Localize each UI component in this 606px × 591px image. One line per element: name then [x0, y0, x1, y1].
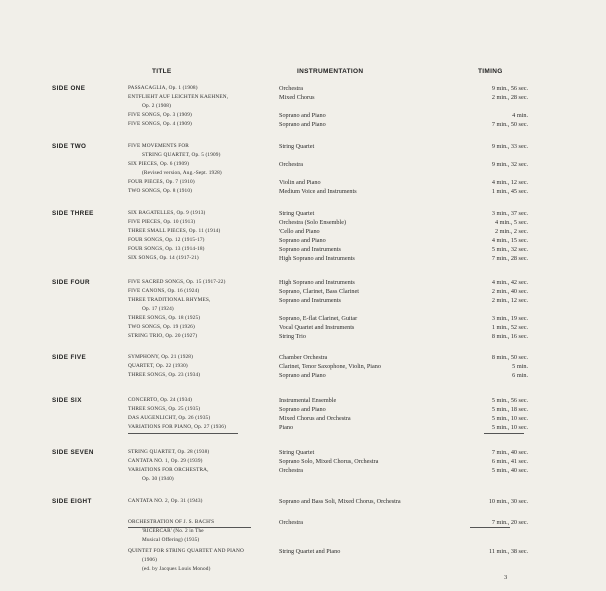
entry-row	[0, 457, 606, 466]
entry-title: FIVE SONGS, Op. 3 (1909)	[128, 112, 192, 118]
entry-title: ORCHESTRATION OF J. S. BACH'S	[128, 519, 215, 525]
entry-title: FOUR PIECES, Op. 7 (1910)	[128, 179, 195, 185]
entry-title: DAS AUGENLICHT, Op. 26 (1935)	[128, 415, 211, 421]
entry-continuation	[0, 102, 606, 111]
entry-row	[0, 218, 606, 227]
entry-instrumentation: Instrumental Ensemble	[279, 397, 337, 404]
entry-row	[0, 187, 606, 196]
entry-row	[0, 245, 606, 254]
entry-row	[0, 497, 606, 506]
entry-timing: 4 min., 5 sec.	[495, 219, 528, 226]
entry-title: SIX PIECES, Op. 6 (1909)	[128, 161, 189, 167]
entry-instrumentation: Soprano, E-flat Clarinet, Guitar	[279, 315, 358, 322]
entry-row	[0, 396, 606, 405]
entry-timing: 5 min., 18 sec.	[491, 406, 528, 413]
entry-instrumentation: Vocal Quartet and Instruments	[279, 324, 355, 331]
entry-instrumentation: Soprano, Clarinet, Bass Clarinet	[279, 288, 359, 295]
entry-row	[0, 254, 606, 263]
entry-title: THREE SONGS, Op. 18 (1925)	[128, 315, 201, 321]
entry-instrumentation: String Quartet and Piano	[279, 548, 341, 555]
entry-instrumentation: 'Cello and Piano	[279, 228, 320, 235]
entry-timing: 5 min., 40 sec.	[491, 467, 528, 474]
entry-continuation	[0, 527, 606, 536]
entry-timing: 2 min., 40 sec.	[491, 288, 528, 295]
entry-row	[0, 448, 606, 457]
entry-instrumentation: Violin and Piano	[279, 179, 321, 186]
entry-timing: 7 min., 40 sec.	[491, 449, 528, 456]
entry-row	[0, 332, 606, 341]
entry-title: Op. 30 (1940)	[142, 476, 174, 482]
entry-row	[0, 405, 606, 414]
entry-instrumentation: Mixed Chorus	[279, 94, 315, 101]
entry-title: VARIATIONS FOR ORCHESTRA,	[128, 467, 209, 473]
entry-title: FIVE PIECES, Op. 10 (1913)	[128, 219, 196, 225]
pen-underline	[128, 527, 251, 528]
entry-timing: 9 min., 32 sec.	[491, 161, 528, 168]
entry-timing: 7 min., 20 sec.	[491, 519, 528, 526]
entry-continuation	[0, 475, 606, 484]
entry-timing: 3 min., 37 sec.	[491, 210, 528, 217]
entry-title: THREE SONGS, Op. 23 (1934)	[128, 372, 201, 378]
entry-continuation	[0, 556, 606, 565]
entry-row	[0, 160, 606, 169]
entry-instrumentation: High Soprano and Instruments	[279, 255, 355, 262]
side-label: SIDE FIVE	[52, 354, 87, 361]
pen-underline	[128, 433, 238, 434]
entry-row	[0, 84, 606, 93]
entry-instrumentation: Orchestra	[279, 161, 304, 168]
entry-instrumentation: Soprano and Instruments	[279, 297, 341, 304]
entry-title: THREE TRADITIONAL RHYMES,	[128, 297, 211, 303]
entry-row	[0, 93, 606, 102]
entry-row	[0, 227, 606, 236]
entry-row	[0, 287, 606, 296]
side-label: SIDE EIGHT	[52, 498, 92, 505]
entry-title: FIVE CANONS, Op. 16 (1924)	[128, 288, 200, 294]
side-label: SIDE TWO	[52, 143, 87, 150]
entry-title: (Revised version, Aug.-Sept. 1928)	[142, 170, 222, 176]
entry-timing: 8 min., 16 sec.	[491, 333, 528, 340]
entry-title: STRING TRIO, Op. 20 (1927)	[128, 333, 198, 339]
entry-timing: 5 min., 56 sec.	[491, 397, 528, 404]
entry-continuation	[0, 169, 606, 178]
entry-title: 'RICERCAR' (No. 2 in The	[142, 528, 204, 534]
entry-title: THREE SONGS, Op. 25 (1935)	[128, 406, 201, 412]
entry-timing: 5 min., 10 sec.	[491, 415, 528, 422]
side-label: SIDE SIX	[52, 397, 82, 404]
entry-instrumentation: Soprano and Piano	[279, 237, 326, 244]
entry-instrumentation: Medium Voice and Instruments	[279, 188, 357, 195]
entry-instrumentation: Piano	[279, 424, 294, 431]
entry-instrumentation: Soprano and Piano	[279, 372, 326, 379]
entry-row	[0, 278, 606, 287]
entry-row	[0, 414, 606, 423]
entry-continuation	[0, 565, 606, 574]
entry-title: ENTFLIEHT AUF LEICHTEN KAEHNEN,	[128, 94, 229, 100]
entry-row	[0, 353, 606, 362]
entry-instrumentation: Orchestra	[279, 519, 304, 526]
entry-instrumentation: Chamber Orchestra	[279, 354, 328, 361]
header-instrumentation: INSTRUMENTATION	[297, 68, 364, 75]
entry-row	[0, 142, 606, 151]
entry-timing: 1 min., 45 sec.	[491, 188, 528, 195]
entry-timing: 8 min., 50 sec.	[491, 354, 528, 361]
entry-timing: 6 min.	[512, 372, 528, 379]
entry-title: THREE SMALL PIECES, Op. 11 (1914)	[128, 228, 221, 234]
entry-instrumentation: Clarinet, Tenor Saxophone, Violin, Piano	[279, 363, 381, 370]
entry-instrumentation: Orchestra	[279, 467, 304, 474]
entry-instrumentation: String Quartet	[279, 210, 315, 217]
entry-timing: 3 min., 19 sec.	[491, 315, 528, 322]
entry-instrumentation: Soprano and Piano	[279, 121, 326, 128]
entry-title: FIVE SONGS, Op. 4 (1909)	[128, 121, 192, 127]
entry-title: TWO SONGS, Op. 19 (1926)	[128, 324, 195, 330]
entry-title: SIX BAGATELLES, Op. 9 (1913)	[128, 210, 206, 216]
entry-timing: 7 min., 50 sec.	[491, 121, 528, 128]
entry-row	[0, 236, 606, 245]
entry-title: FOUR SONGS, Op. 12 (1915-17)	[128, 237, 205, 243]
entry-title: Musical Offering) (1935)	[142, 537, 200, 543]
entry-row	[0, 209, 606, 218]
entry-timing: 6 min., 41 sec.	[491, 458, 528, 465]
entry-timing: 11 min., 38 sec.	[489, 548, 528, 555]
entry-row	[0, 518, 606, 527]
pen-underline	[470, 527, 510, 528]
entry-instrumentation: Orchestra	[279, 85, 304, 92]
entry-title: STRING QUARTET, Op. 5 (1909)	[142, 152, 221, 158]
entry-timing: 4 min.	[512, 112, 528, 119]
side-label: SIDE ONE	[52, 85, 86, 92]
entry-timing: 10 min., 30 sec.	[488, 498, 528, 505]
entry-title: FOUR SONGS, Op. 13 (1914-18)	[128, 246, 205, 252]
entry-instrumentation: Orchestra (Solo Ensemble)	[279, 219, 347, 226]
entry-instrumentation: Soprano Solo, Mixed Chorus, Orchestra	[279, 458, 379, 465]
entry-timing: 5 min.	[512, 363, 528, 370]
entry-title: QUARTET, Op. 22 (1930)	[128, 363, 188, 369]
entry-title: PASSACAGLIA, Op. 1 (1908)	[128, 85, 198, 91]
entry-row	[0, 547, 606, 556]
entry-title: (1906)	[142, 557, 158, 563]
entry-title: SIX SONGS, Op. 14 (1917-21)	[128, 255, 199, 261]
entry-instrumentation: String Quartet	[279, 449, 315, 456]
entry-instrumentation: String Quartet	[279, 143, 315, 150]
page-number: 3	[504, 574, 508, 581]
entry-timing: 2 min., 28 sec.	[491, 94, 528, 101]
entry-title: STRING QUARTET, Op. 28 (1938)	[128, 449, 210, 455]
entry-instrumentation: Soprano and Bass Soli, Mixed Chorus, Orchestra	[279, 498, 401, 505]
entry-row	[0, 323, 606, 332]
entry-instrumentation: Soprano and Instruments	[279, 246, 341, 253]
entry-row	[0, 371, 606, 380]
entry-row	[0, 362, 606, 371]
entry-timing: 4 min., 12 sec.	[491, 179, 528, 186]
entry-row	[0, 120, 606, 129]
entry-row	[0, 111, 606, 120]
entry-title: (ed. by Jacques Louis Monod)	[142, 566, 211, 572]
entry-title: QUINTET FOR STRING QUARTET AND PIANO	[128, 548, 244, 554]
entry-timing: 4 min., 42 sec.	[491, 279, 528, 286]
entry-title: CANTATA NO. 2, Op. 31 (1943)	[128, 498, 203, 504]
entry-instrumentation: Soprano and Piano	[279, 406, 326, 413]
entry-title: VARIATIONS FOR PIANO, Op. 27 (1936)	[128, 424, 226, 430]
entry-row	[0, 423, 606, 432]
entry-row	[0, 296, 606, 305]
entry-continuation	[0, 151, 606, 160]
header-title: TITLE	[152, 68, 172, 75]
entry-timing: 7 min., 28 sec.	[491, 255, 528, 262]
entry-timing: 2 min., 12 sec.	[491, 297, 528, 304]
entry-instrumentation: String Trio	[279, 333, 306, 340]
side-label: SIDE SEVEN	[52, 449, 94, 456]
entry-title: SYMPHONY, Op. 21 (1928)	[128, 354, 194, 360]
entry-timing: 1 min., 52 sec.	[491, 324, 528, 331]
entry-title: FIVE SACRED SONGS, Op. 15 (1917-22)	[128, 279, 226, 285]
entry-continuation	[0, 305, 606, 314]
entry-instrumentation: Soprano and Piano	[279, 112, 326, 119]
entry-row	[0, 314, 606, 323]
entry-title: CONCERTO, Op. 24 (1934)	[128, 397, 193, 403]
entry-timing: 5 min., 10 sec.	[491, 424, 528, 431]
header-timing: TIMING	[478, 68, 503, 75]
entry-instrumentation: Mixed Chorus and Orchestra	[279, 415, 351, 422]
entry-title: Op. 17 (1924)	[142, 306, 174, 312]
entry-timing: 9 min., 33 sec.	[491, 143, 528, 150]
entry-continuation	[0, 536, 606, 545]
pen-underline	[484, 433, 524, 434]
side-label: SIDE THREE	[52, 210, 94, 217]
entry-timing: 4 min., 15 sec.	[491, 237, 528, 244]
entry-title: TWO SONGS, Op. 8 (1910)	[128, 188, 193, 194]
entry-title: FIVE MOVEMENTS FOR	[128, 143, 189, 149]
entry-title: CANTATA NO. 1, Op. 29 (1939)	[128, 458, 203, 464]
entry-timing: 5 min., 32 sec.	[491, 246, 528, 253]
entry-instrumentation: High Soprano and Instruments	[279, 279, 355, 286]
entry-row	[0, 178, 606, 187]
entry-title: Op. 2 (1908)	[142, 103, 172, 109]
entry-timing: 9 min., 56 sec.	[491, 85, 528, 92]
side-label: SIDE FOUR	[52, 279, 90, 286]
entry-timing: 2 min., 2 sec.	[495, 228, 528, 235]
entry-row	[0, 466, 606, 475]
